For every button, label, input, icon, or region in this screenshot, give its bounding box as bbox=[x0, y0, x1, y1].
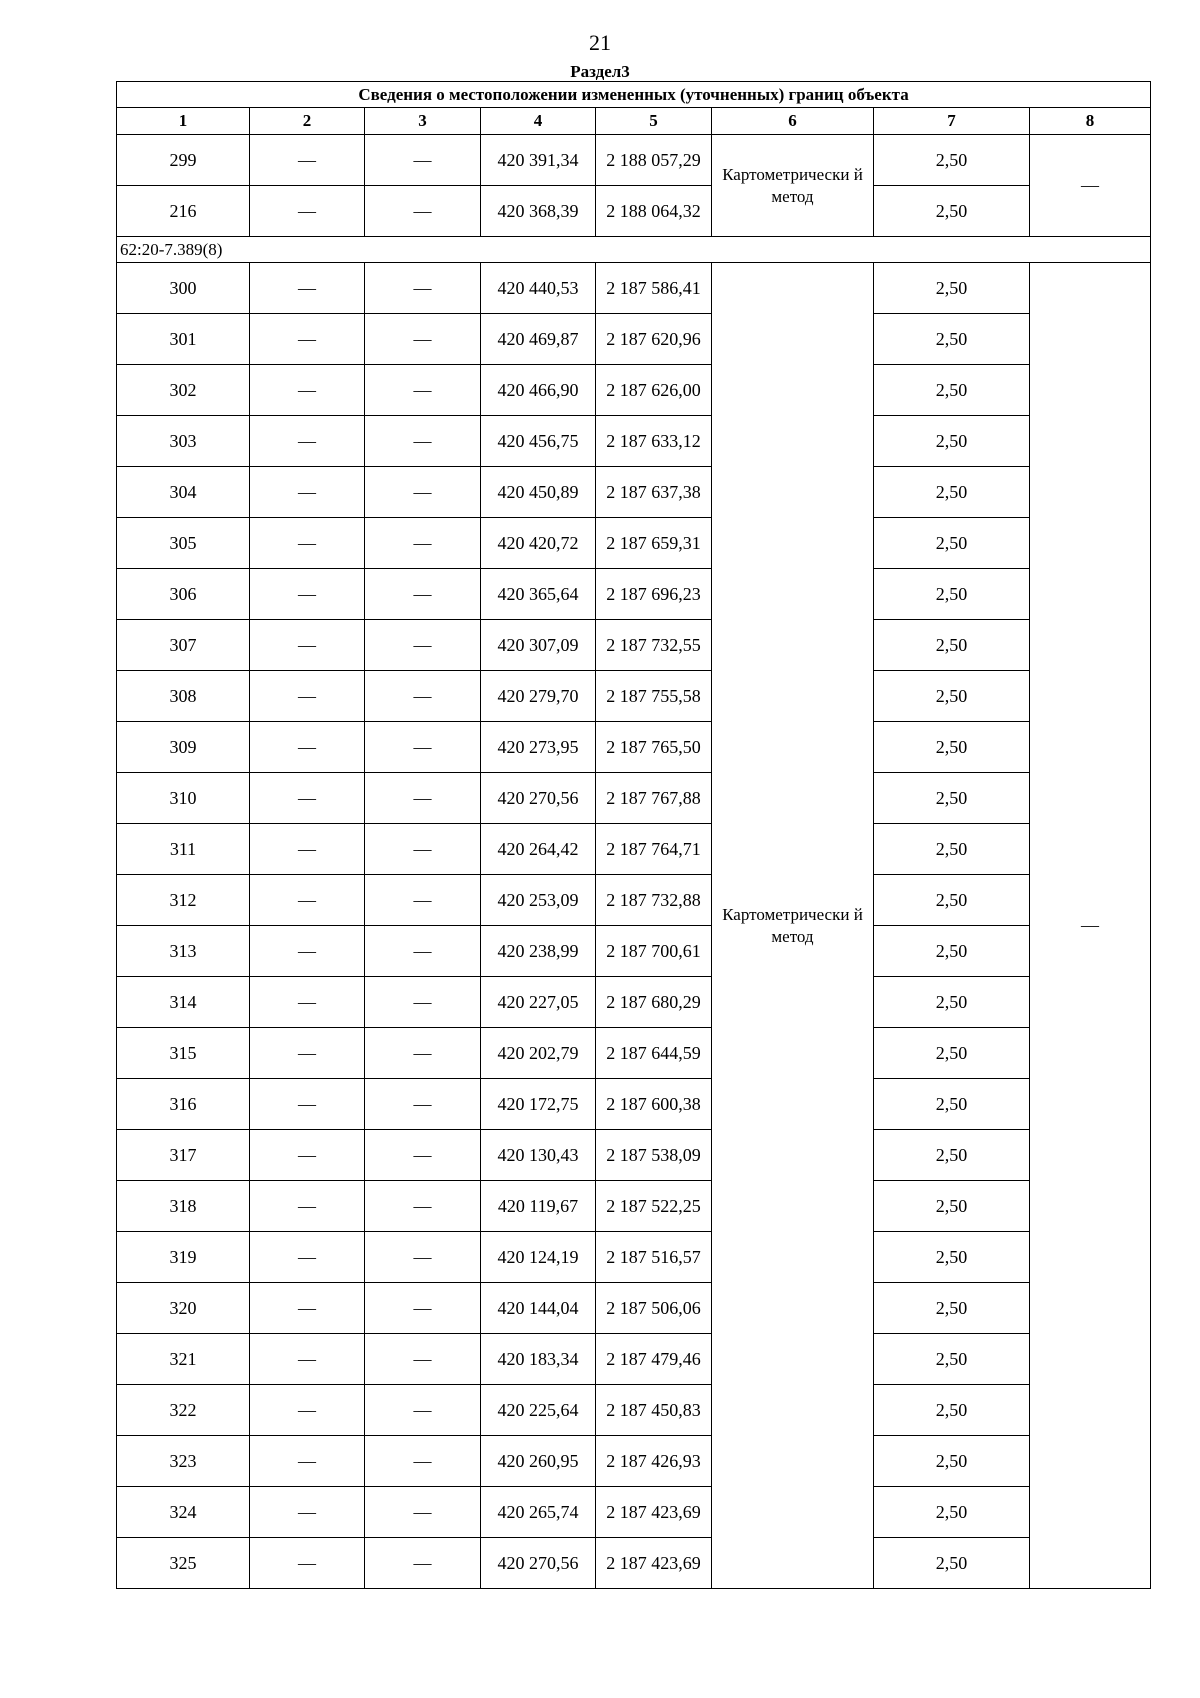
table-row bbox=[117, 671, 1151, 722]
table-row bbox=[117, 1130, 1151, 1181]
point-number: 323 bbox=[117, 1436, 250, 1487]
col3-dash: — bbox=[365, 314, 481, 365]
table-row bbox=[117, 824, 1151, 875]
col3-dash: — bbox=[365, 569, 481, 620]
y-coordinate: 2 187 696,23 bbox=[596, 569, 712, 620]
point-number: 324 bbox=[117, 1487, 250, 1538]
precision-value: 2,50 bbox=[874, 824, 1030, 875]
precision-value: 2,50 bbox=[874, 186, 1030, 237]
column-number: 8 bbox=[1030, 108, 1151, 135]
column-number: 3 bbox=[365, 108, 481, 135]
y-coordinate: 2 187 659,31 bbox=[596, 518, 712, 569]
column-number: 2 bbox=[250, 108, 365, 135]
col2-dash: — bbox=[250, 1538, 365, 1589]
y-coordinate: 2 188 064,32 bbox=[596, 186, 712, 237]
table-row bbox=[117, 186, 1151, 237]
x-coordinate: 420 265,74 bbox=[481, 1487, 596, 1538]
y-coordinate: 2 188 057,29 bbox=[596, 135, 712, 186]
table-row bbox=[117, 263, 1151, 314]
col2-dash: — bbox=[250, 773, 365, 824]
precision-value: 2,50 bbox=[874, 1436, 1030, 1487]
col2-dash: — bbox=[250, 977, 365, 1028]
point-number: 320 bbox=[117, 1283, 250, 1334]
col3-dash: — bbox=[365, 620, 481, 671]
x-coordinate: 420 391,34 bbox=[481, 135, 596, 186]
col2-dash: — bbox=[250, 365, 365, 416]
column-number: 6 bbox=[712, 108, 874, 135]
table-row bbox=[117, 1487, 1151, 1538]
y-coordinate: 2 187 700,61 bbox=[596, 926, 712, 977]
col2-dash: — bbox=[250, 569, 365, 620]
point-number: 304 bbox=[117, 467, 250, 518]
point-number: 305 bbox=[117, 518, 250, 569]
precision-value: 2,50 bbox=[874, 773, 1030, 824]
col2-dash: — bbox=[250, 1181, 365, 1232]
x-coordinate: 420 466,90 bbox=[481, 365, 596, 416]
table-row bbox=[117, 977, 1151, 1028]
point-number: 307 bbox=[117, 620, 250, 671]
table-row bbox=[117, 1232, 1151, 1283]
x-coordinate: 420 260,95 bbox=[481, 1436, 596, 1487]
col2-dash: — bbox=[250, 1487, 365, 1538]
point-number: 300 bbox=[117, 263, 250, 314]
point-number: 315 bbox=[117, 1028, 250, 1079]
x-coordinate: 420 270,56 bbox=[481, 1538, 596, 1589]
col3-dash: — bbox=[365, 263, 481, 314]
col2-dash: — bbox=[250, 1079, 365, 1130]
point-number: 302 bbox=[117, 365, 250, 416]
point-number: 313 bbox=[117, 926, 250, 977]
col2-dash: — bbox=[250, 824, 365, 875]
method-cell: Картометрически й метод bbox=[712, 263, 874, 1589]
precision-value: 2,50 bbox=[874, 977, 1030, 1028]
point-number: 308 bbox=[117, 671, 250, 722]
col3-dash: — bbox=[365, 1130, 481, 1181]
precision-value: 2,50 bbox=[874, 1028, 1030, 1079]
col2-dash: — bbox=[250, 722, 365, 773]
col3-dash: — bbox=[365, 1334, 481, 1385]
x-coordinate: 420 420,72 bbox=[481, 518, 596, 569]
precision-value: 2,50 bbox=[874, 620, 1030, 671]
col3-dash: — bbox=[365, 135, 481, 186]
x-coordinate: 420 365,64 bbox=[481, 569, 596, 620]
precision-value: 2,50 bbox=[874, 467, 1030, 518]
y-coordinate: 2 187 637,38 bbox=[596, 467, 712, 518]
y-coordinate: 2 187 426,93 bbox=[596, 1436, 712, 1487]
y-coordinate: 2 187 479,46 bbox=[596, 1334, 712, 1385]
col2-dash: — bbox=[250, 875, 365, 926]
col3-dash: — bbox=[365, 518, 481, 569]
column-number: 4 bbox=[481, 108, 596, 135]
y-coordinate: 2 187 620,96 bbox=[596, 314, 712, 365]
method-cell: Картометрически й метод bbox=[712, 135, 874, 237]
y-coordinate: 2 187 755,58 bbox=[596, 671, 712, 722]
y-coordinate: 2 187 732,88 bbox=[596, 875, 712, 926]
y-coordinate: 2 187 732,55 bbox=[596, 620, 712, 671]
x-coordinate: 420 307,09 bbox=[481, 620, 596, 671]
section-title: Раздел3 bbox=[570, 62, 630, 81]
table-row bbox=[117, 773, 1151, 824]
col3-dash: — bbox=[365, 1232, 481, 1283]
precision-value: 2,50 bbox=[874, 263, 1030, 314]
precision-value: 2,50 bbox=[874, 875, 1030, 926]
col3-dash: — bbox=[365, 722, 481, 773]
point-number: 312 bbox=[117, 875, 250, 926]
col2-dash: — bbox=[250, 926, 365, 977]
point-number: 310 bbox=[117, 773, 250, 824]
point-number: 318 bbox=[117, 1181, 250, 1232]
x-coordinate: 420 225,64 bbox=[481, 1385, 596, 1436]
table-row bbox=[117, 569, 1151, 620]
x-coordinate: 420 130,43 bbox=[481, 1130, 596, 1181]
table-row bbox=[117, 1028, 1151, 1079]
col2-dash: — bbox=[250, 416, 365, 467]
x-coordinate: 420 368,39 bbox=[481, 186, 596, 237]
x-coordinate: 420 172,75 bbox=[481, 1079, 596, 1130]
precision-value: 2,50 bbox=[874, 926, 1030, 977]
col3-dash: — bbox=[365, 1283, 481, 1334]
y-coordinate: 2 187 522,25 bbox=[596, 1181, 712, 1232]
col3-dash: — bbox=[365, 186, 481, 237]
point-number: 317 bbox=[117, 1130, 250, 1181]
col3-dash: — bbox=[365, 671, 481, 722]
table-row bbox=[117, 1334, 1151, 1385]
point-number: 299 bbox=[117, 135, 250, 186]
table-row bbox=[117, 1283, 1151, 1334]
x-coordinate: 420 183,34 bbox=[481, 1334, 596, 1385]
x-coordinate: 420 279,70 bbox=[481, 671, 596, 722]
table-row bbox=[117, 314, 1151, 365]
col3-dash: — bbox=[365, 1487, 481, 1538]
x-coordinate: 420 253,09 bbox=[481, 875, 596, 926]
table-row bbox=[117, 875, 1151, 926]
table-row bbox=[117, 722, 1151, 773]
precision-value: 2,50 bbox=[874, 1232, 1030, 1283]
table-row bbox=[117, 1385, 1151, 1436]
col3-dash: — bbox=[365, 773, 481, 824]
col2-dash: — bbox=[250, 1232, 365, 1283]
col3-dash: — bbox=[365, 365, 481, 416]
point-number: 303 bbox=[117, 416, 250, 467]
col2-dash: — bbox=[250, 671, 365, 722]
point-number: 319 bbox=[117, 1232, 250, 1283]
y-coordinate: 2 187 600,38 bbox=[596, 1079, 712, 1130]
precision-value: 2,50 bbox=[874, 1283, 1030, 1334]
x-coordinate: 420 270,56 bbox=[481, 773, 596, 824]
y-coordinate: 2 187 423,69 bbox=[596, 1538, 712, 1589]
table-row bbox=[117, 135, 1151, 186]
x-coordinate: 420 273,95 bbox=[481, 722, 596, 773]
precision-value: 2,50 bbox=[874, 1538, 1030, 1589]
precision-value: 2,50 bbox=[874, 1385, 1030, 1436]
precision-value: 2,50 bbox=[874, 1079, 1030, 1130]
y-coordinate: 2 187 626,00 bbox=[596, 365, 712, 416]
x-coordinate: 420 238,99 bbox=[481, 926, 596, 977]
col2-dash: — bbox=[250, 518, 365, 569]
x-coordinate: 420 227,05 bbox=[481, 977, 596, 1028]
col2-dash: — bbox=[250, 1334, 365, 1385]
col3-dash: — bbox=[365, 1079, 481, 1130]
precision-value: 2,50 bbox=[874, 1130, 1030, 1181]
col8-dash: — bbox=[1030, 263, 1151, 1589]
y-coordinate: 2 187 644,59 bbox=[596, 1028, 712, 1079]
coordinates-table bbox=[116, 81, 1151, 1589]
column-numbers-row bbox=[117, 108, 1151, 135]
precision-value: 2,50 bbox=[874, 416, 1030, 467]
x-coordinate: 420 144,04 bbox=[481, 1283, 596, 1334]
y-coordinate: 2 187 764,71 bbox=[596, 824, 712, 875]
col3-dash: — bbox=[365, 1181, 481, 1232]
col3-dash: — bbox=[365, 416, 481, 467]
table-row bbox=[117, 365, 1151, 416]
precision-value: 2,50 bbox=[874, 314, 1030, 365]
precision-value: 2,50 bbox=[874, 1487, 1030, 1538]
x-coordinate: 420 264,42 bbox=[481, 824, 596, 875]
y-coordinate: 2 187 680,29 bbox=[596, 977, 712, 1028]
point-number: 314 bbox=[117, 977, 250, 1028]
table-row bbox=[117, 416, 1151, 467]
col3-dash: — bbox=[365, 1385, 481, 1436]
col2-dash: — bbox=[250, 1436, 365, 1487]
y-coordinate: 2 187 538,09 bbox=[596, 1130, 712, 1181]
col3-dash: — bbox=[365, 977, 481, 1028]
table-row bbox=[117, 518, 1151, 569]
point-number: 316 bbox=[117, 1079, 250, 1130]
col2-dash: — bbox=[250, 1028, 365, 1079]
column-number: 5 bbox=[596, 108, 712, 135]
page-number: 21 bbox=[589, 30, 611, 55]
col2-dash: — bbox=[250, 263, 365, 314]
precision-value: 2,50 bbox=[874, 722, 1030, 773]
x-coordinate: 420 450,89 bbox=[481, 467, 596, 518]
precision-value: 2,50 bbox=[874, 1181, 1030, 1232]
table-row bbox=[117, 467, 1151, 518]
col3-dash: — bbox=[365, 1028, 481, 1079]
column-number: 7 bbox=[874, 108, 1030, 135]
x-coordinate: 420 469,87 bbox=[481, 314, 596, 365]
col3-dash: — bbox=[365, 1436, 481, 1487]
table-row bbox=[117, 926, 1151, 977]
x-coordinate: 420 440,53 bbox=[481, 263, 596, 314]
table-row bbox=[117, 1181, 1151, 1232]
table-row bbox=[117, 1538, 1151, 1589]
col3-dash: — bbox=[365, 1538, 481, 1589]
col8-dash: — bbox=[1030, 135, 1151, 237]
y-coordinate: 2 187 516,57 bbox=[596, 1232, 712, 1283]
x-coordinate: 420 124,19 bbox=[481, 1232, 596, 1283]
precision-value: 2,50 bbox=[874, 569, 1030, 620]
col2-dash: — bbox=[250, 135, 365, 186]
col2-dash: — bbox=[250, 1130, 365, 1181]
y-coordinate: 2 187 765,50 bbox=[596, 722, 712, 773]
table-row bbox=[117, 620, 1151, 671]
table-row bbox=[117, 1079, 1151, 1130]
col2-dash: — bbox=[250, 1283, 365, 1334]
col3-dash: — bbox=[365, 875, 481, 926]
table-caption: Сведения о местоположении измененных (уточненных) границ объекта bbox=[117, 82, 1151, 108]
col3-dash: — bbox=[365, 467, 481, 518]
parcel-row bbox=[117, 237, 1151, 263]
col2-dash: — bbox=[250, 467, 365, 518]
point-number: 216 bbox=[117, 186, 250, 237]
table-row bbox=[117, 1436, 1151, 1487]
precision-value: 2,50 bbox=[874, 518, 1030, 569]
point-number: 301 bbox=[117, 314, 250, 365]
column-number: 1 bbox=[117, 108, 250, 135]
col2-dash: — bbox=[250, 186, 365, 237]
precision-value: 2,50 bbox=[874, 135, 1030, 186]
y-coordinate: 2 187 506,06 bbox=[596, 1283, 712, 1334]
y-coordinate: 2 187 450,83 bbox=[596, 1385, 712, 1436]
precision-value: 2,50 bbox=[874, 1334, 1030, 1385]
parcel-label: 62:20-7.389(8) bbox=[117, 237, 1151, 263]
point-number: 309 bbox=[117, 722, 250, 773]
precision-value: 2,50 bbox=[874, 365, 1030, 416]
precision-value: 2,50 bbox=[874, 671, 1030, 722]
y-coordinate: 2 187 767,88 bbox=[596, 773, 712, 824]
col2-dash: — bbox=[250, 314, 365, 365]
x-coordinate: 420 119,67 bbox=[481, 1181, 596, 1232]
x-coordinate: 420 202,79 bbox=[481, 1028, 596, 1079]
col2-dash: — bbox=[250, 620, 365, 671]
y-coordinate: 2 187 586,41 bbox=[596, 263, 712, 314]
y-coordinate: 2 187 423,69 bbox=[596, 1487, 712, 1538]
point-number: 322 bbox=[117, 1385, 250, 1436]
point-number: 311 bbox=[117, 824, 250, 875]
col3-dash: — bbox=[365, 926, 481, 977]
point-number: 325 bbox=[117, 1538, 250, 1589]
point-number: 321 bbox=[117, 1334, 250, 1385]
col2-dash: — bbox=[250, 1385, 365, 1436]
x-coordinate: 420 456,75 bbox=[481, 416, 596, 467]
point-number: 306 bbox=[117, 569, 250, 620]
y-coordinate: 2 187 633,12 bbox=[596, 416, 712, 467]
col3-dash: — bbox=[365, 824, 481, 875]
